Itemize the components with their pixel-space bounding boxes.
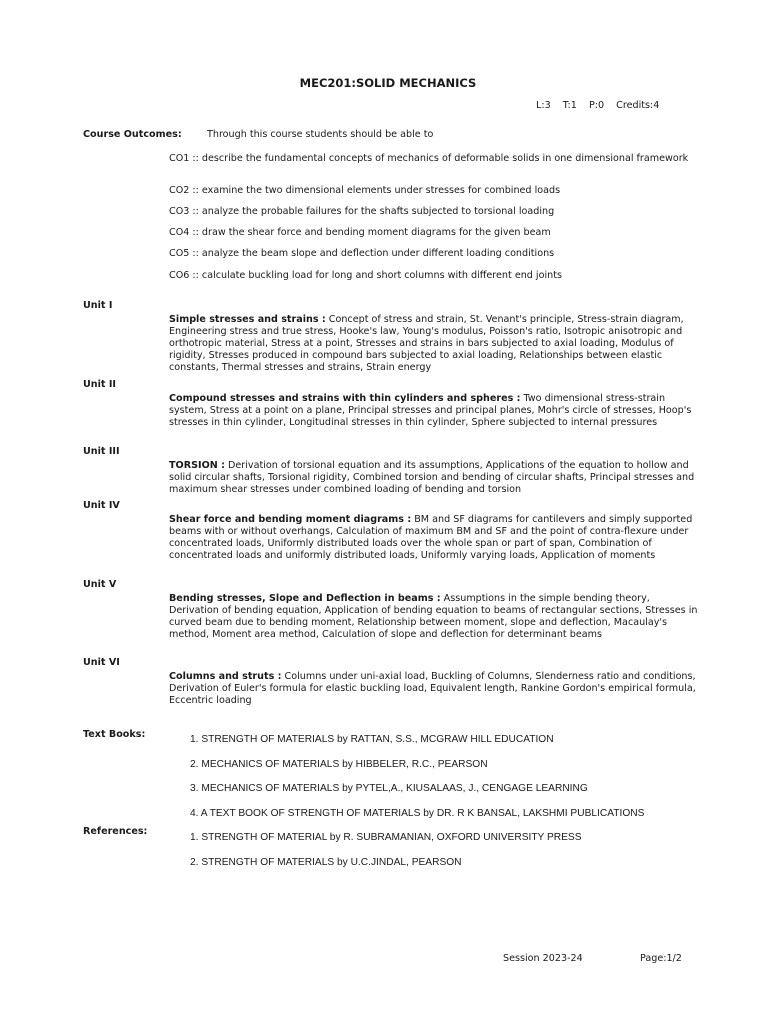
course-outcome-2: CO2 :: examine the two dimensional elements under stresses for combined loads [169,185,561,196]
course-outcome-3: CO3 :: analyze the probable failures for the shafts subjected to torsional loading [169,206,555,217]
course-outcome-1: CO1 :: describe the fundamental concepts of mechanics of deformable solids in one dimensional framework [169,153,689,164]
unit-6-text: Columns under uni-axial load, Buckling of Columns, Slenderness ratio and conditions, Derivation of Euler's formula for elastic buckling load, Equivalent length, Rankine Gordon's empirical formula, Eccentric loading [169,671,696,706]
reference-1: 1. STRENGTH OF MATERIAL by R. SUBRAMANIAN, OXFORD UNIVERSITY PRESS [190,832,582,843]
session-label: Session 2023-24 [503,953,583,964]
course-outcome-5: CO5 :: analyze the beam slope and deflection under different loading conditions [169,248,555,259]
course-outcomes-label: Course Outcomes: [83,129,182,140]
unit-4-text: BM and SF diagrams for cantilevers and simply supported beams with or without overhangs, Calculation of maximum BM and SF and the point of contra-flexure under concentrated loads, Uniformly distributed loads over the whole span or part of span, Combination of concentrated loads and uniformly distributed loads, Uniformly varying loads, Application of moments [169,514,693,561]
text-book-3: 3. MECHANICS OF MATERIALS by PYTEL,A., KIUSALAAS, J., CENGAGE LEARNING [190,783,588,794]
text-books-label: Text Books: [83,729,146,740]
unit-2-body [169,393,701,429]
unit-2-topic: Compound stresses and strains with thin cylinders and spheres : [169,393,521,404]
text-book-2: 2. MECHANICS OF MATERIALS by HIBBELER, R.C., PEARSON [190,759,488,770]
unit-3-body [169,460,701,496]
course-outcomes-intro: Through this course students should be able to [207,129,434,140]
unit-6-label: Unit VI [83,657,120,668]
unit-5-text: Assumptions in the simple bending theory, Derivation of bending equation, Application of bending equation to beams of rectangular sections, Stresses in curved beam due to bending moment, Relationship between moment, slope and deflection, Macaulay's method, Moment area method, Calculation of slope and deflection for determinant beams [169,593,698,640]
credit-count: Credits:4 [616,100,660,111]
reference-2: 2. STRENGTH OF MATERIALS by U.C.JINDAL, PEARSON [190,857,462,868]
unit-4-body [169,514,701,562]
references-label: References: [83,826,148,837]
unit-5-label: Unit V [83,579,117,590]
unit-3-label: Unit III [83,446,120,457]
course-outcome-4: CO4 :: draw the shear force and bending moment diagrams for the given beam [169,227,551,238]
unit-1-topic: Simple stresses and strains : [169,314,326,325]
unit-4-label: Unit IV [83,500,120,511]
text-book-4: 4. A TEXT BOOK OF STRENGTH OF MATERIALS by DR. R K BANSAL, LAKSHMI PUBLICATIONS [190,808,645,819]
credits-line [536,100,668,112]
unit-1-body [169,314,701,374]
unit-1-label: Unit I [83,300,113,311]
unit-5-body [169,593,701,641]
unit-2-text: Two dimensional stress-strain system, Stress at a point on a plane, Principal stresses and principal planes, Mohr's circle of stresses, Hoop's stresses in thin cylinder, Longitudinal stresses in thin cylinder, Sphere subjected to internal pressures [169,393,692,428]
page-number: Page:1/2 [640,953,682,964]
unit-1-text: Concept of stress and strain, St. Venant's principle, Stress-strain diagram, Engineering stress and true stress, Hooke's law, Young's modulus, Poisson's ratio, Isotropic anisotropic and orthotropic material, Stress at a point, Stresses and strains in bars subjected to axial loading, Modulus of rigidity, Stresses produced in compound bars subjected to axial loading, Relationships between elastic constants, Thermal stresses and strains, Strain energy [169,314,684,373]
unit-2-label: Unit II [83,379,116,390]
unit-6-topic: Columns and struts : [169,671,282,682]
unit-5-topic: Bending stresses, Slope and Deflection in beams : [169,593,441,604]
page-title: MEC201:SOLID MECHANICS [299,76,477,90]
tutorial-hours: T:1 [562,100,577,111]
course-outcome-6: CO6 :: calculate buckling load for long and short columns with different end joints [169,270,562,281]
lecture-hours: L:3 [536,100,551,111]
practical-hours: P:0 [588,100,605,111]
text-book-1: 1. STRENGTH OF MATERIALS by RATTAN, S.S., MCGRAW HILL EDUCATION [190,734,554,745]
unit-4-topic: Shear force and bending moment diagrams : [169,514,412,525]
unit-6-body [169,671,701,707]
unit-3-text: Derivation of torsional equation and its assumptions, Applications of the equation to hollow and solid circular shafts, Torsional rigidity, Combined torsion and bending of circular shafts, Principal stresses and maximum shear stresses under combined loading of bending and torsion [169,460,695,495]
unit-3-topic: TORSION : [169,460,225,471]
